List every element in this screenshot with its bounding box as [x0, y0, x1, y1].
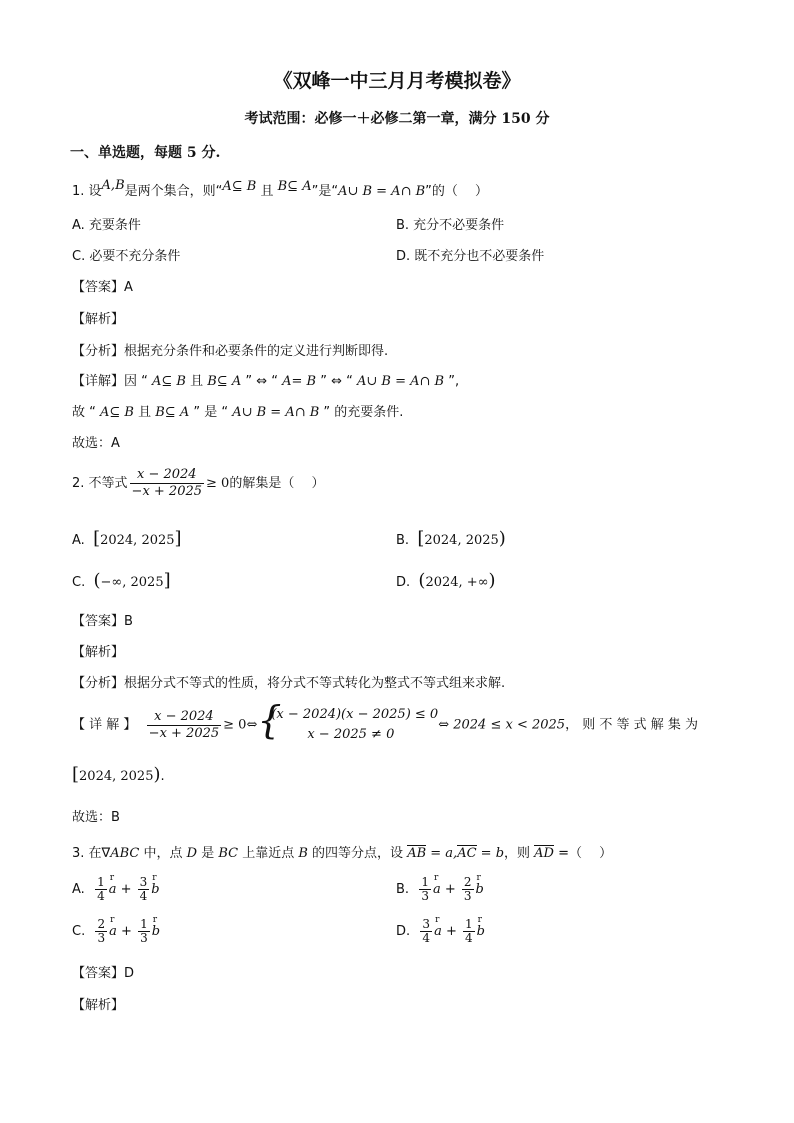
q2-detail: 【 详 解 】 $\frac{x - 2024}{-x + 2025}$ ≥ 0⇔ { (x − 2024)(x − 2025) ≤ 0 x − 2025 ≠ 0 ⇔ 2024 ≤ x < 2025， 则 不 等 式 解 集 为: [72, 705, 698, 745]
q3-answer: 【答案】D: [72, 966, 135, 981]
section-heading: 一、单选题，每题 5 分.: [70, 145, 221, 161]
q2-option-b: B. [2024, 2025): [396, 528, 506, 549]
q2-choose: 故选：B: [72, 810, 120, 825]
q1-answer: 【答案】A: [72, 280, 133, 295]
q3-stem: 3. 在∇ABC 中，点 D 是 BC 上靠近点 B 的四等分点，设 AB = a,AC = b，则 AD =（ ）: [72, 846, 613, 861]
q2-stem: 2. 不等式 $\frac{x - 2024}{-x + 2025}$ ≥ 0的解集是（ ）: [72, 467, 325, 499]
q3-option-c: C. $\frac{2}{3}$ r a + $\frac{1}{3}$ r b: [72, 918, 160, 945]
q1-option-d: D. 既不充分也不必要条件: [396, 249, 545, 264]
q1-choose: 故选：A: [72, 436, 120, 451]
q1-analysis-label: 【解析】: [72, 312, 125, 327]
q2-fenxi: 【分析】根据分式不等式的性质，将分式不等式转化为整式不等式组来求解.: [72, 676, 506, 691]
q1-detail-line-2: 故 “ A⊆ B 且 B⊆ A ” 是 “ A∪ B = A∩ B ” 的充要条件.: [72, 405, 404, 420]
q3-option-a: A. $\frac{1}{4}$ r a + $\frac{3}{4}$ r b: [72, 876, 160, 903]
q1-stem: 1. 设A,B是两个集合，则“A⊆ B 且 B⊆ A”是“A∪ B = A∩ B”的（ ）: [72, 178, 489, 199]
q3-option-d: D. $\frac{3}{4}$ r a + $\frac{1}{4}$ r b: [396, 918, 485, 945]
q2-answer: 【答案】B: [72, 614, 133, 629]
q1-option-b: B. 充分不必要条件: [396, 218, 505, 233]
q1-detail-line-1: 【详解】因 “ A⊆ B 且 B⊆ A ” ⇔ “ A= B ” ⇔ “ A∪ B = A∩ B ”,: [72, 374, 460, 389]
page-subtitle: 考试范围：必修一＋必修二第一章，满分 150 分: [244, 111, 550, 127]
q2-fraction: $\frac{x - 2024}{-x + 2025}$: [131, 467, 203, 499]
q1-option-a: A. 充要条件: [72, 218, 141, 233]
q2-inequality-system: { (x − 2024)(x − 2025) ≤ 0 x − 2025 ≠ 0: [257, 698, 439, 742]
page-title: 《双峰一中三月月考模拟卷》: [273, 70, 521, 92]
q2-option-d: D. (2024, +∞): [396, 570, 496, 591]
q1-option-c: C. 必要不充分条件: [72, 249, 181, 264]
q2-result: [2024, 2025).: [72, 764, 165, 785]
q2-option-a: A. [2024, 2025]: [72, 528, 182, 549]
q2-analysis-label: 【解析】: [72, 645, 125, 660]
q1-fenxi: 【分析】根据充分条件和必要条件的定义进行判断即得.: [72, 344, 389, 359]
q3-analysis-label: 【解析】: [72, 998, 125, 1013]
q3-option-b: B. $\frac{1}{3}$ r a + $\frac{2}{3}$ r b: [396, 876, 484, 903]
q2-option-c: C. (−∞, 2025]: [72, 570, 171, 591]
